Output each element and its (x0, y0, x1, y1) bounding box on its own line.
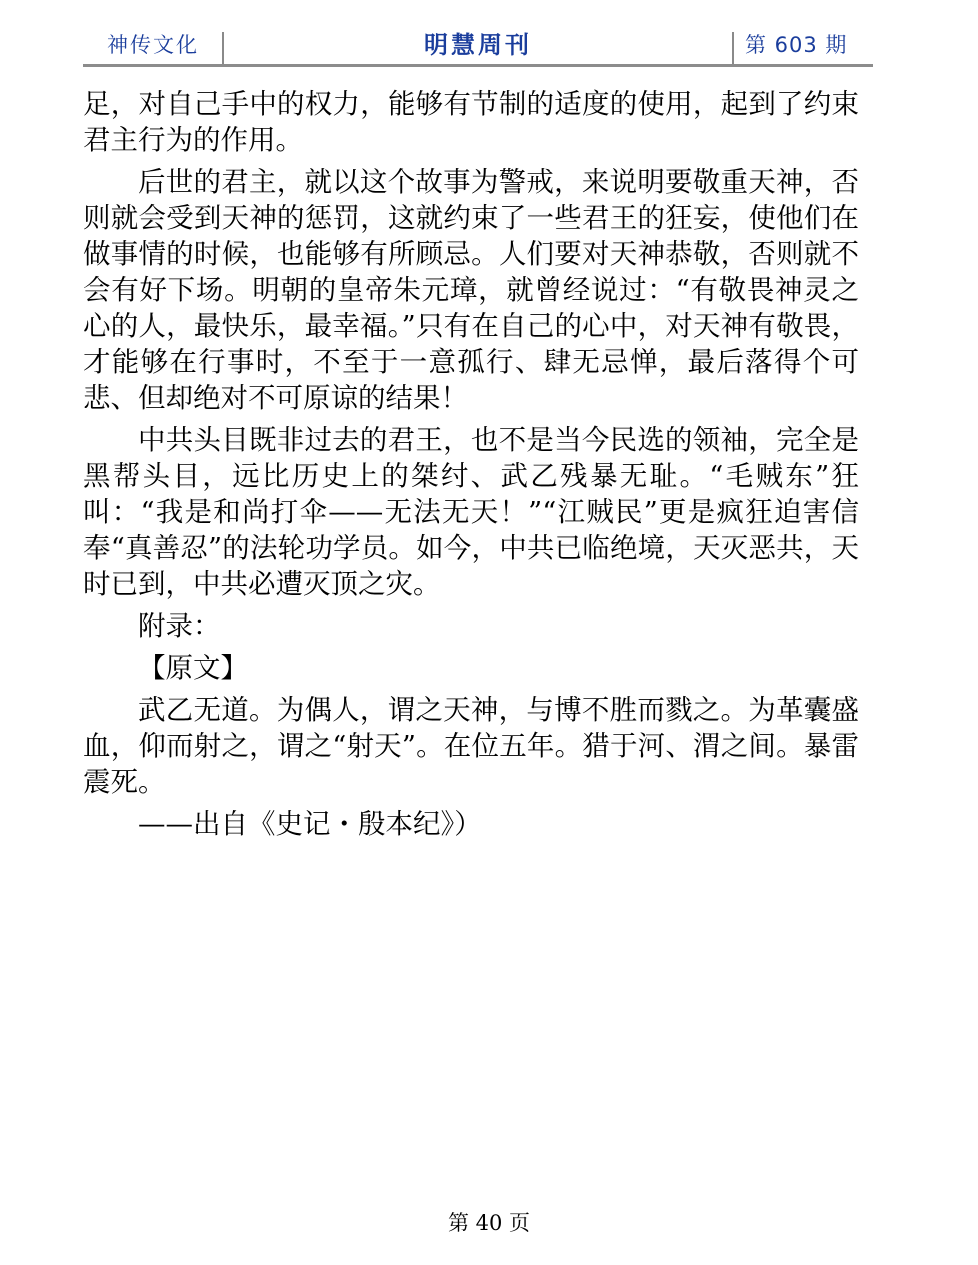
original-text-heading: 【原文】 (138, 652, 248, 684)
paragraph: 后世的君主，就以这个故事为警戒，来说明要敬重天神，否则就会受到天神的惩罚，这就约束了一些君王的狂妄，使他们在做事情的时候，也能够有所顾忌。人们要对天神恭敬，否则就不会有好下场。明朝的皇帝朱元璋，就曾经说过：“有敬畏神灵之心的人，最快乐，最幸福。”只有在自己的心中，对天神有敬畏，才能够在行事时，不至于一意孤行、肆无忌惮，最后落得个可悲、但却绝对不可原谅的结果！ (83, 166, 859, 414)
appendix-label: 附录： (138, 610, 221, 642)
page-number: 第 40 页 (447, 1211, 531, 1235)
article-body (83, 86, 859, 848)
publication-title: 明慧周刊 (424, 31, 532, 59)
paragraph: 中共头目既非过去的君王，也不是当今民选的领袖，完全是黑帮头目，远比历史上的桀纣、武乙残暴无耻。“毛贼东”狂叫：“我是和尚打伞——无法无天！”“江贼民”更是疯狂迫害信奉“真善忍”的法轮功学员。如今，中共已临绝境，天灭恶共，天时已到，中共必遭灭顶之灾。 (83, 424, 859, 600)
original-text-quote: 武乙无道。为偶人，谓之天神，与博不胜而戮之。为革囊盛血，仰而射之，谓之“射天”。在位五年。猎于河、渭之间。暴雷震死。 (83, 694, 859, 798)
header-rule (83, 64, 873, 67)
paragraph-continuation: 足，对自己手中的权力，能够有节制的适度的使用，起到了约束君主行为的作用。 (83, 88, 859, 156)
source-citation: ——出自《史记・殷本纪》） (138, 808, 482, 840)
page-header (83, 26, 873, 66)
issue-number: 第 603 期 (745, 33, 848, 57)
section-label: 神传文化 (107, 33, 199, 57)
